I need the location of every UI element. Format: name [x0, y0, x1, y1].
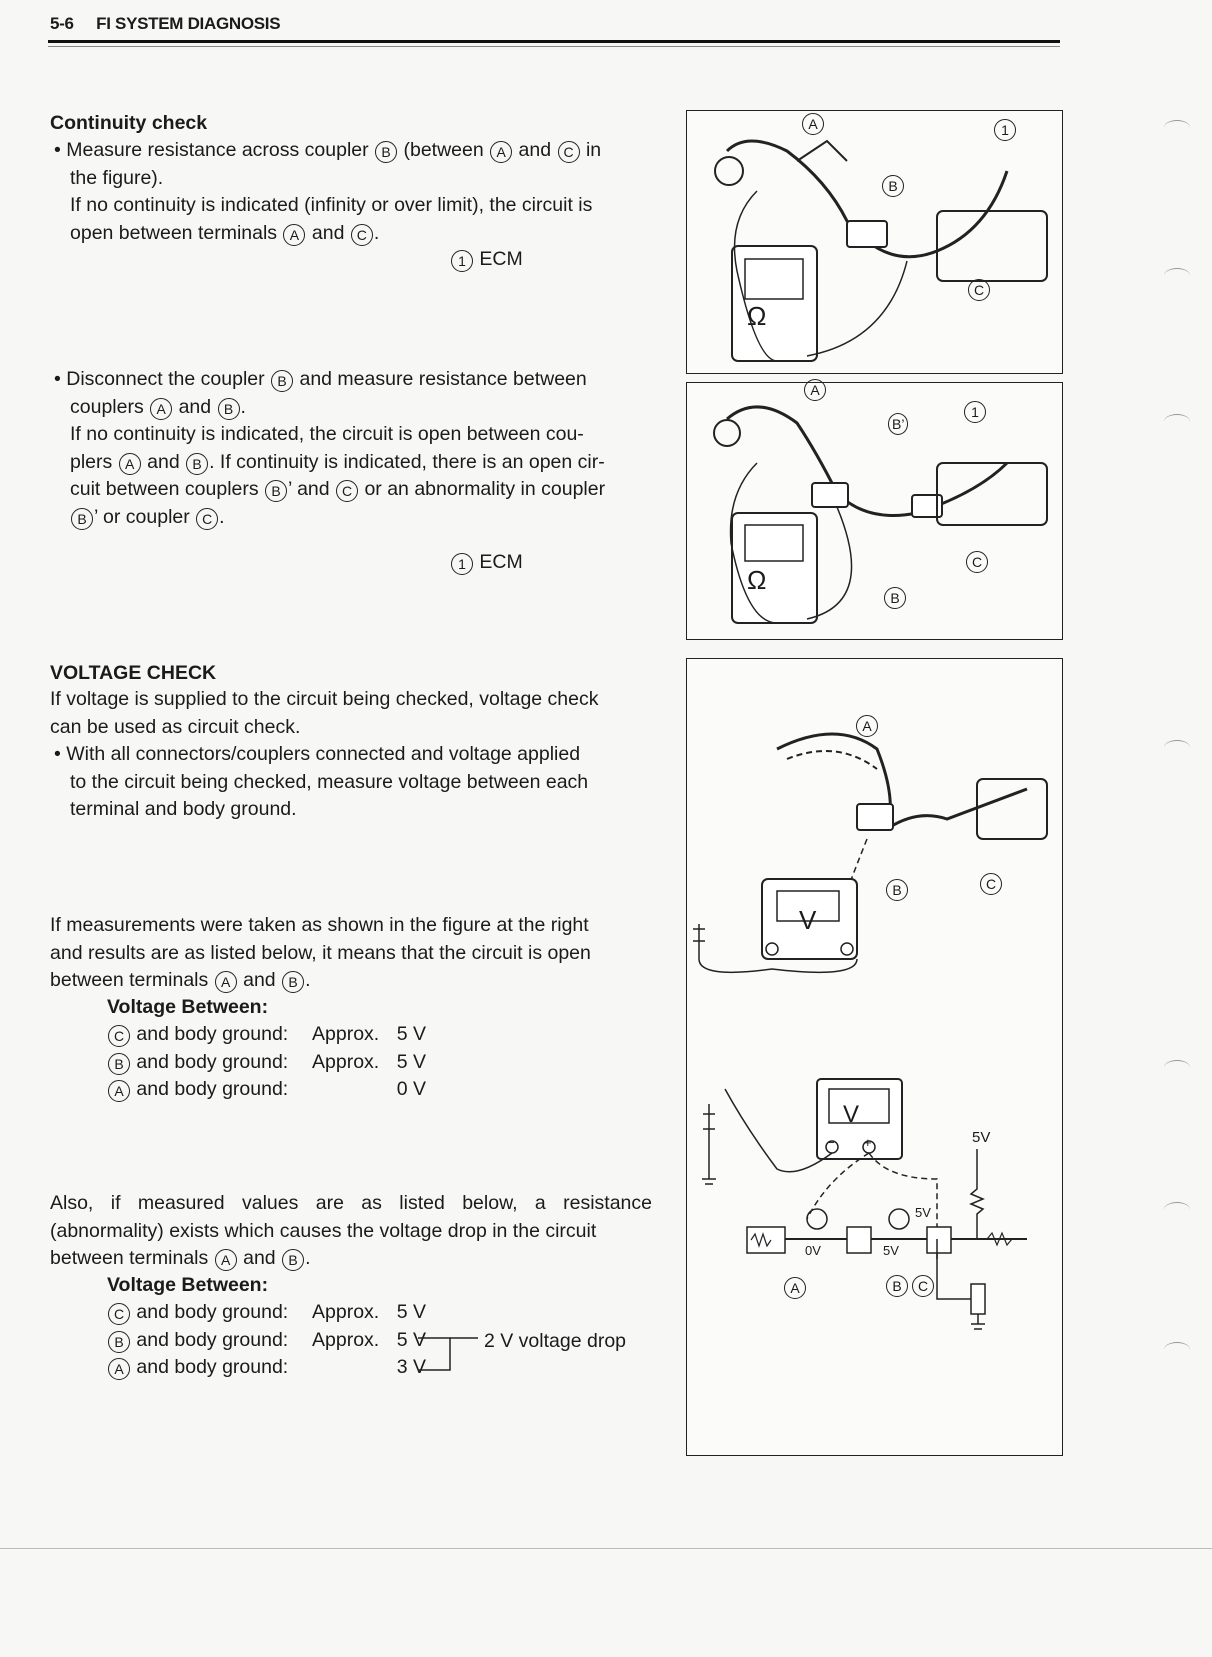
ecm-label-1: 1 ECM — [450, 248, 523, 272]
ecm-label-2: 1 ECM — [450, 551, 523, 575]
ohm-symbol: Ω — [747, 301, 767, 331]
five-v-label-3: 5V — [883, 1243, 899, 1258]
five-v-label-2: 5V — [915, 1205, 931, 1220]
term-b-3: B — [886, 879, 908, 901]
plus-sign: + — [864, 1135, 872, 1150]
volt-symbol: V — [799, 905, 817, 935]
voltage-drop-label: 2 V voltage drop — [484, 1330, 627, 1352]
list-item: C and body ground: Approx. 5 V — [107, 1299, 426, 1327]
term-b-prime: B’ — [888, 413, 908, 435]
edge-mark — [1164, 120, 1190, 135]
ecm-num: 1 — [994, 119, 1016, 141]
term-c-3: C — [980, 873, 1002, 895]
voltage-list-2 — [107, 1299, 426, 1382]
list-item: C and body ground: Approx. 5 V — [107, 1021, 426, 1049]
volt-symbol-2: V — [843, 1101, 860, 1128]
edge-mark — [1164, 740, 1190, 755]
continuity-bullet-2: • Disconnect the coupler B and measure resistance between couplers A and B . If no continuity is indicated, the circuit is open between cou- plers A and B . If continuity is indicated, there is an open cir- cuit between couplers B ’ and C or an abnormality in coupler B ’ or coupler C . — [54, 368, 606, 528]
page-number: 5-6 — [50, 14, 74, 33]
term-c-2: C — [966, 551, 988, 573]
voltage-drop-bracket — [410, 1326, 480, 1376]
list-item: A and body ground: 3 V — [107, 1354, 426, 1382]
edge-mark — [1164, 268, 1190, 283]
figure-continuity-1 — [686, 110, 1063, 374]
term-b-2: B — [884, 587, 906, 609]
term-c-4: C — [912, 1275, 934, 1297]
voltage-between-label-2: Voltage Between: — [107, 1274, 269, 1296]
continuity-bullet-1: • Measure resistance across coupler B (between A and C in the figure). If no continuity is indicated (infinity or over limit), the circuit is open between terminals A and C . — [54, 139, 602, 244]
list-item: B and body ground: Approx. 5 V — [107, 1049, 426, 1077]
minus-sign: − — [827, 1135, 835, 1150]
section-title: FI SYSTEM DIAGNOSIS — [96, 14, 281, 33]
term-c: C — [968, 279, 990, 301]
continuity-heading: Continuity check — [50, 112, 208, 134]
edge-mark — [1164, 1342, 1190, 1357]
list-item: A and body ground: 0 V — [107, 1076, 426, 1104]
term-b-4: B — [886, 1275, 908, 1297]
header-rule-thin — [48, 46, 1060, 47]
edge-mark — [1164, 414, 1190, 429]
term-a-3: A — [856, 715, 878, 737]
voltage-paragraph-1: If voltage is supplied to the circuit being checked, voltage check can be used as circuit check. — [50, 688, 599, 738]
zero-v-label: 0V — [805, 1243, 821, 1258]
page-header — [50, 14, 280, 34]
voltage-paragraph-2: If measurements were taken as shown in the figure at the right and results are as listed below, it means that the circuit is open between terminals A and B . — [50, 914, 591, 991]
term-a-4: A — [784, 1277, 806, 1299]
voltage-heading: VOLTAGE CHECK — [50, 662, 217, 684]
voltage-bullet: • With all connectors/couplers connected and voltage applied to the circuit being checked, measure voltage between each terminal and body ground. — [54, 743, 589, 820]
term-a-2: A — [804, 379, 826, 401]
figure-continuity-2 — [686, 382, 1063, 640]
header-rule — [48, 40, 1060, 43]
term-a: A — [802, 113, 824, 135]
page-bottom-rule — [0, 1548, 1212, 1549]
voltage-list-1 — [107, 1021, 426, 1104]
ohm-symbol-2: Ω — [747, 565, 767, 595]
list-item: B and body ground: Approx. 5 V — [107, 1327, 426, 1355]
voltage-between-label-1: Voltage Between: — [107, 996, 269, 1018]
edge-mark — [1164, 1060, 1190, 1075]
edge-mark — [1164, 1202, 1190, 1217]
ecm-num-2: 1 — [964, 401, 986, 423]
figure-voltage-check — [686, 658, 1063, 1456]
five-v-label: 5V — [972, 1129, 991, 1146]
voltage-paragraph-3: Also, if measured values are as listed below, a resistance (abnormality) exists which causes the voltage drop in the circuit between terminals A and B . — [50, 1192, 652, 1269]
term-b: B — [882, 175, 904, 197]
